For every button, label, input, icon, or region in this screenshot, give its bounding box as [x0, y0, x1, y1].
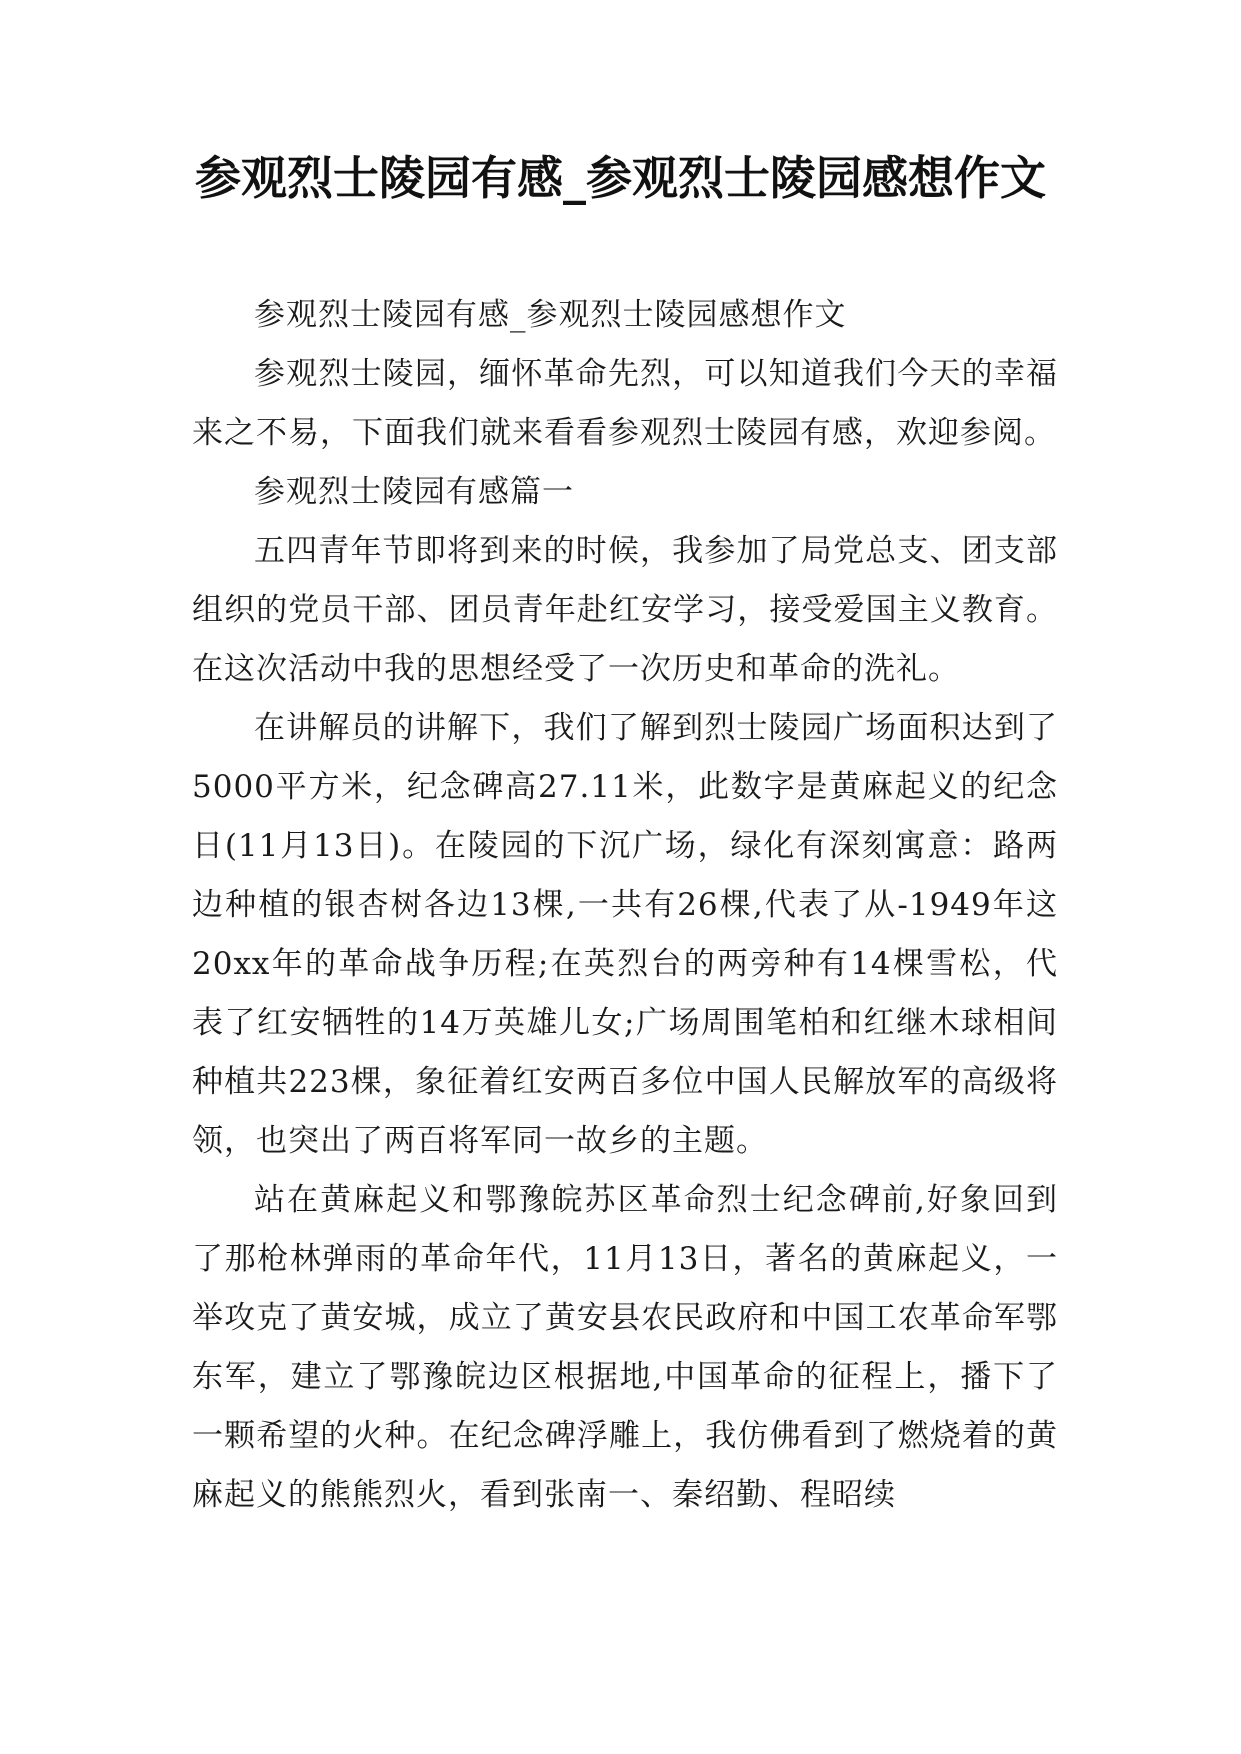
paragraph: 在讲解员的讲解下，我们了解到烈士陵园广场面积达到了5000平方米，纪念碑高27.11米，此数字是黄麻起义的纪念日(11月13日)。在陵园的下沉广场，绿化有深刻寓意：路两边种植的银杏树各边13棵,一共有26棵,代表了从-1949年这20xx年的革命战争历程;在英烈台的两旁种有14棵雪松，代表了红安牺牲的14万英雄儿女;广场周围笔柏和红继木球相间种植共223棵，象征着红安两百多位中国人民解放军的高级将领，也突出了两百将军同一故乡的主题。	[192, 710, 1058, 1159]
paragraph: 站在黄麻起义和鄂豫皖苏区革命烈士纪念碑前,好象回到了那枪林弹雨的革命年代，11月13日，著名的黄麻起义，一举攻克了黄安城，成立了黄安县农民政府和中国工农革命军鄂东军，建立了鄂豫皖边区根据地,中国革命的征程上，播下了一颗希望的火种。在纪念碑浮雕上，我仿佛看到了燃烧着的黄麻起义的熊熊烈火，看到张南一、秦绍勤、程昭续	[192, 1182, 1058, 1513]
document-body	[192, 286, 1058, 1525]
paragraph: 五四青年节即将到来的时候，我参加了局党总支、团支部组织的党员干部、团员青年赴红安学习，接受爱国主义教育。在这次活动中我的思想经受了一次历史和革命的洗礼。	[192, 533, 1058, 687]
page-title: 参观烈士陵园有感_参观烈士陵园感想作文	[195, 151, 1046, 205]
paragraph-subtitle: 参观烈士陵园有感_参观烈士陵园感想作文	[254, 297, 847, 333]
paragraph-intro: 参观烈士陵园，缅怀革命先烈，可以知道我们今天的幸福来之不易，下面我们就来看看参观烈士陵园有感，欢迎参阅。	[192, 356, 1058, 451]
section-heading: 参观烈士陵园有感篇一	[254, 474, 574, 510]
